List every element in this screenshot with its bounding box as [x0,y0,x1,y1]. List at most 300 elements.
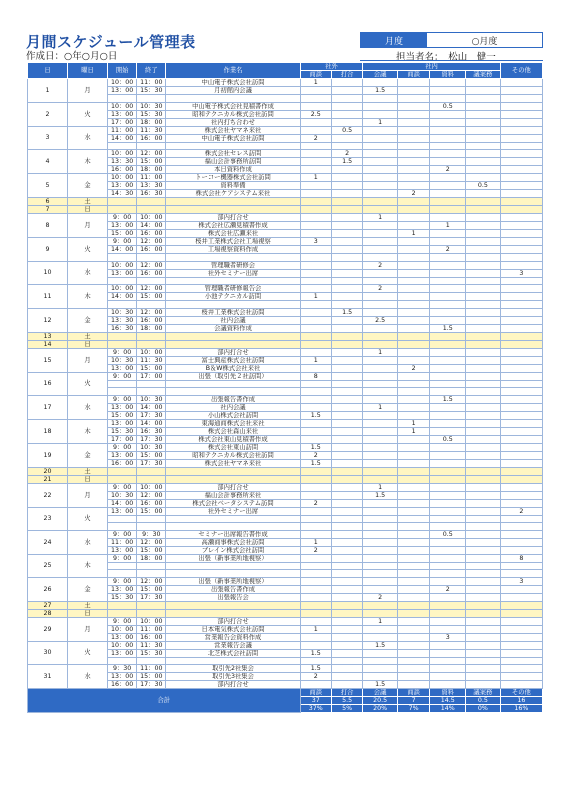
cell-outside-meeting[interactable] [300,214,331,222]
cell-inside-meeting[interactable] [397,380,429,388]
cell-inside-admin[interactable] [466,356,501,364]
cell-inside-conference[interactable] [363,174,398,182]
cell-inside-document[interactable] [430,214,466,222]
cell-other[interactable] [500,95,542,103]
cell-inside-conference[interactable] [363,324,398,332]
cell-outside-consult[interactable] [331,246,362,254]
cell-inside-document[interactable] [430,158,466,166]
cell-end-time[interactable]: 12：00 [137,285,166,293]
cell-outside-consult[interactable] [331,110,362,118]
cell-inside-document[interactable] [430,451,466,459]
cell-inside-meeting[interactable] [397,467,429,475]
cell-start-time[interactable]: 9：00 [108,617,137,625]
cell-inside-meeting[interactable] [397,403,429,411]
cell-end-time[interactable] [137,206,166,214]
cell-inside-document[interactable] [430,467,466,475]
cell-outside-consult[interactable] [331,593,362,601]
cell-end-time[interactable] [137,570,166,578]
cell-inside-conference[interactable] [363,230,398,238]
cell-outside-consult[interactable] [331,665,362,673]
cell-end-time[interactable]: 11：00 [137,174,166,182]
cell-outside-consult[interactable] [331,380,362,388]
cell-inside-conference[interactable] [363,657,398,665]
cell-other[interactable] [500,475,542,483]
cell-inside-conference[interactable] [363,158,398,166]
cell-inside-admin[interactable] [466,372,501,380]
cell-outside-meeting[interactable] [300,570,331,578]
cell-inside-document[interactable] [430,673,466,681]
cell-inside-document[interactable] [430,206,466,214]
cell-outside-consult[interactable] [331,451,362,459]
cell-inside-meeting[interactable] [397,238,429,246]
cell-start-time[interactable]: 15：00 [108,230,137,238]
cell-inside-meeting[interactable] [397,507,429,515]
cell-outside-consult[interactable] [331,174,362,182]
cell-other[interactable]: 2 [500,507,542,515]
cell-task-name[interactable] [166,475,300,483]
cell-start-time[interactable]: 14：00 [108,499,137,507]
cell-end-time[interactable] [137,254,166,262]
cell-inside-admin[interactable] [466,222,501,230]
cell-outside-consult[interactable] [331,467,362,475]
cell-task-name[interactable] [166,142,300,150]
cell-inside-admin[interactable] [466,427,501,435]
cell-outside-meeting[interactable] [300,419,331,427]
cell-outside-meeting[interactable]: 3 [300,238,331,246]
cell-task-name[interactable] [166,206,300,214]
cell-inside-meeting[interactable] [397,182,429,190]
cell-outside-meeting[interactable] [300,301,331,309]
cell-start-time[interactable]: 10：00 [108,641,137,649]
cell-task-name[interactable] [166,609,300,617]
cell-end-time[interactable]: 16：00 [137,499,166,507]
cell-outside-meeting[interactable] [300,182,331,190]
cell-inside-document[interactable] [430,277,466,285]
cell-outside-consult[interactable] [331,261,362,269]
cell-outside-meeting[interactable]: 1 [300,79,331,87]
cell-end-time[interactable] [137,301,166,309]
cell-start-time[interactable]: 14：00 [108,134,137,142]
cell-task-name[interactable]: 株式会社ケアシステム来社 [166,190,300,198]
cell-inside-admin[interactable] [466,562,501,570]
cell-outside-meeting[interactable] [300,467,331,475]
cell-outside-meeting[interactable] [300,95,331,103]
cell-other[interactable] [500,166,542,174]
cell-outside-meeting[interactable] [300,395,331,403]
cell-other[interactable] [500,230,542,238]
cell-inside-document[interactable] [430,134,466,142]
cell-inside-meeting[interactable] [397,459,429,467]
cell-start-time[interactable] [108,254,137,262]
cell-start-time[interactable] [108,467,137,475]
cell-inside-conference[interactable]: 1 [363,403,398,411]
cell-other[interactable] [500,142,542,150]
cell-end-time[interactable]: 16：00 [137,134,166,142]
cell-inside-conference[interactable] [363,246,398,254]
cell-inside-document[interactable] [430,308,466,316]
cell-task-name[interactable]: 本日資料作成 [166,166,300,174]
cell-inside-conference[interactable] [363,388,398,396]
cell-outside-consult[interactable] [331,388,362,396]
cell-inside-conference[interactable] [363,238,398,246]
cell-end-time[interactable]: 17：00 [137,372,166,380]
cell-inside-document[interactable] [430,419,466,427]
cell-start-time[interactable] [108,562,137,570]
cell-inside-document[interactable] [430,142,466,150]
cell-inside-conference[interactable]: 1.5 [363,641,398,649]
cell-inside-meeting[interactable] [397,356,429,364]
cell-inside-admin[interactable] [466,206,501,214]
cell-start-time[interactable]: 16：00 [108,681,137,689]
cell-end-time[interactable]: 17：30 [137,459,166,467]
cell-other[interactable] [500,515,542,523]
cell-end-time[interactable]: 18：00 [137,554,166,562]
cell-inside-conference[interactable] [363,601,398,609]
cell-end-time[interactable]: 16：00 [137,316,166,324]
cell-inside-document[interactable] [430,609,466,617]
cell-inside-document[interactable] [430,301,466,309]
cell-inside-admin[interactable] [466,254,501,262]
cell-outside-meeting[interactable] [300,261,331,269]
cell-other[interactable] [500,238,542,246]
cell-task-name[interactable]: 社内会議 [166,403,300,411]
cell-start-time[interactable] [108,657,137,665]
cell-end-time[interactable] [137,340,166,348]
cell-outside-meeting[interactable]: 1 [300,538,331,546]
cell-inside-admin[interactable] [466,126,501,134]
cell-outside-consult[interactable] [331,515,362,523]
cell-inside-admin[interactable] [466,459,501,467]
cell-inside-admin[interactable] [466,491,501,499]
cell-outside-meeting[interactable] [300,403,331,411]
cell-task-name[interactable]: 富士興産株式会社訪問 [166,356,300,364]
cell-outside-meeting[interactable] [300,340,331,348]
cell-inside-admin[interactable]: 0.5 [466,182,501,190]
cell-end-time[interactable]: 15：00 [137,507,166,515]
cell-task-name[interactable]: 中山電子株式会社訪問 [166,79,300,87]
cell-inside-conference[interactable] [363,269,398,277]
cell-other[interactable] [500,673,542,681]
cell-inside-meeting[interactable] [397,554,429,562]
cell-inside-meeting[interactable] [397,150,429,158]
cell-inside-meeting[interactable] [397,411,429,419]
cell-outside-consult[interactable]: 0.5 [331,126,362,134]
cell-outside-consult[interactable] [331,293,362,301]
cell-inside-document[interactable] [430,364,466,372]
cell-start-time[interactable]: 9：00 [108,238,137,246]
cell-inside-meeting[interactable]: 2 [397,190,429,198]
cell-outside-consult[interactable] [331,301,362,309]
cell-task-name[interactable]: 桜井工業株式会社工場視察 [166,238,300,246]
cell-end-time[interactable] [137,142,166,150]
cell-task-name[interactable] [166,570,300,578]
cell-other[interactable] [500,206,542,214]
cell-inside-admin[interactable] [466,657,501,665]
cell-start-time[interactable]: 10：00 [108,261,137,269]
cell-inside-meeting[interactable] [397,87,429,95]
cell-outside-consult[interactable] [331,254,362,262]
cell-outside-meeting[interactable] [300,166,331,174]
cell-inside-document[interactable] [430,269,466,277]
cell-inside-meeting[interactable] [397,95,429,103]
cell-other[interactable] [500,198,542,206]
cell-inside-admin[interactable] [466,79,501,87]
cell-inside-document[interactable]: 1.5 [430,395,466,403]
cell-inside-document[interactable] [430,554,466,562]
cell-inside-admin[interactable] [466,625,501,633]
cell-inside-conference[interactable] [363,293,398,301]
cell-other[interactable] [500,364,542,372]
cell-inside-admin[interactable] [466,150,501,158]
cell-inside-conference[interactable]: 1.5 [363,87,398,95]
cell-inside-meeting[interactable] [397,102,429,110]
cell-other[interactable] [500,657,542,665]
cell-end-time[interactable]: 16：00 [137,246,166,254]
cell-inside-meeting[interactable] [397,316,429,324]
cell-outside-meeting[interactable] [300,554,331,562]
cell-other[interactable] [500,134,542,142]
cell-inside-admin[interactable] [466,308,501,316]
cell-other[interactable] [500,546,542,554]
cell-inside-conference[interactable] [363,126,398,134]
cell-inside-admin[interactable] [466,332,501,340]
cell-inside-document[interactable] [430,356,466,364]
cell-inside-conference[interactable] [363,356,398,364]
cell-inside-document[interactable] [430,79,466,87]
cell-end-time[interactable] [137,388,166,396]
cell-inside-meeting[interactable]: 2 [397,364,429,372]
cell-other[interactable] [500,214,542,222]
cell-task-name[interactable]: 日本電気株式会社訪問 [166,625,300,633]
cell-end-time[interactable]: 18：00 [137,324,166,332]
cell-start-time[interactable] [108,142,137,150]
cell-end-time[interactable]: 12：00 [137,150,166,158]
cell-end-time[interactable]: 11：30 [137,126,166,134]
cell-outside-meeting[interactable] [300,609,331,617]
cell-inside-document[interactable] [430,150,466,158]
cell-task-name[interactable]: 株式会社セレス訪問 [166,150,300,158]
cell-end-time[interactable]: 17：30 [137,411,166,419]
cell-inside-document[interactable] [430,403,466,411]
cell-inside-meeting[interactable] [397,395,429,403]
cell-outside-consult[interactable] [331,577,362,585]
cell-inside-conference[interactable] [363,166,398,174]
cell-inside-admin[interactable] [466,554,501,562]
cell-task-name[interactable]: 株式会社森山来社 [166,427,300,435]
cell-other[interactable] [500,308,542,316]
cell-start-time[interactable]: 13：00 [108,507,137,515]
cell-outside-consult[interactable] [331,316,362,324]
cell-outside-meeting[interactable] [300,316,331,324]
cell-start-time[interactable] [108,515,137,523]
cell-outside-consult[interactable] [331,222,362,230]
cell-task-name[interactable]: 出張（新事業所地視察） [166,577,300,585]
cell-outside-meeting[interactable]: 1.5 [300,411,331,419]
cell-end-time[interactable]: 16：00 [137,230,166,238]
cell-task-name[interactable]: 株式会社広瀬来社 [166,230,300,238]
cell-end-time[interactable]: 10：00 [137,348,166,356]
cell-inside-admin[interactable] [466,435,501,443]
cell-other[interactable] [500,301,542,309]
cell-inside-admin[interactable] [466,475,501,483]
cell-other[interactable] [500,254,542,262]
cell-start-time[interactable]: 13：00 [108,222,137,230]
cell-task-name[interactable]: 出張（取引先２社訪問） [166,372,300,380]
cell-inside-conference[interactable] [363,546,398,554]
cell-inside-document[interactable] [430,95,466,103]
cell-end-time[interactable]: 18：00 [137,166,166,174]
cell-start-time[interactable] [108,332,137,340]
cell-end-time[interactable]: 15：30 [137,110,166,118]
cell-end-time[interactable] [137,562,166,570]
cell-inside-meeting[interactable] [397,324,429,332]
cell-task-name[interactable]: 昭和テクニカル株式会社訪問 [166,110,300,118]
cell-outside-meeting[interactable] [300,142,331,150]
cell-inside-document[interactable] [430,546,466,554]
cell-inside-conference[interactable] [363,372,398,380]
cell-end-time[interactable] [137,657,166,665]
cell-outside-consult[interactable] [331,182,362,190]
cell-inside-conference[interactable] [363,198,398,206]
cell-inside-admin[interactable] [466,499,501,507]
cell-task-name[interactable] [166,277,300,285]
cell-task-name[interactable] [166,198,300,206]
cell-inside-admin[interactable] [466,293,501,301]
cell-inside-document[interactable] [430,372,466,380]
cell-start-time[interactable] [108,198,137,206]
cell-end-time[interactable]: 18：00 [137,118,166,126]
cell-task-name[interactable]: 部内打合せ [166,483,300,491]
cell-inside-conference[interactable] [363,570,398,578]
cell-start-time[interactable] [108,570,137,578]
cell-start-time[interactable]: 9：00 [108,214,137,222]
cell-inside-admin[interactable] [466,134,501,142]
cell-inside-admin[interactable] [466,158,501,166]
cell-inside-document[interactable] [430,593,466,601]
cell-outside-consult[interactable] [331,324,362,332]
cell-inside-document[interactable] [430,499,466,507]
cell-end-time[interactable]: 10：30 [137,102,166,110]
cell-outside-meeting[interactable]: 1 [300,625,331,633]
cell-inside-meeting[interactable] [397,523,429,531]
cell-end-time[interactable]: 16：00 [137,269,166,277]
cell-outside-consult[interactable] [331,340,362,348]
cell-outside-consult[interactable] [331,435,362,443]
cell-other[interactable] [500,499,542,507]
cell-end-time[interactable]: 11：30 [137,641,166,649]
cell-other[interactable] [500,443,542,451]
cell-outside-meeting[interactable] [300,87,331,95]
cell-inside-document[interactable] [430,87,466,95]
cell-inside-conference[interactable] [363,609,398,617]
cell-inside-admin[interactable] [466,483,501,491]
cell-task-name[interactable]: B＆W株式会社来社 [166,364,300,372]
cell-inside-admin[interactable] [466,609,501,617]
cell-inside-admin[interactable] [466,285,501,293]
cell-other[interactable] [500,538,542,546]
cell-inside-document[interactable] [430,538,466,546]
cell-inside-conference[interactable]: 1 [363,118,398,126]
cell-end-time[interactable]: 16：30 [137,427,166,435]
cell-start-time[interactable]: 13：00 [108,633,137,641]
cell-end-time[interactable]: 11：30 [137,356,166,364]
cell-outside-consult[interactable] [331,475,362,483]
cell-outside-meeting[interactable] [300,332,331,340]
cell-end-time[interactable] [137,277,166,285]
cell-outside-consult[interactable] [331,633,362,641]
cell-outside-meeting[interactable] [300,380,331,388]
cell-other[interactable] [500,403,542,411]
cell-inside-conference[interactable]: 2.5 [363,316,398,324]
cell-inside-document[interactable] [430,617,466,625]
cell-other[interactable] [500,246,542,254]
cell-outside-meeting[interactable] [300,585,331,593]
cell-inside-meeting[interactable] [397,198,429,206]
cell-start-time[interactable]: 9：00 [108,372,137,380]
cell-start-time[interactable] [108,609,137,617]
cell-inside-conference[interactable]: 1 [363,214,398,222]
cell-outside-consult[interactable] [331,364,362,372]
cell-inside-conference[interactable] [363,134,398,142]
cell-other[interactable] [500,277,542,285]
cell-outside-meeting[interactable] [300,562,331,570]
cell-other[interactable] [500,451,542,459]
cell-start-time[interactable]: 13：00 [108,419,137,427]
cell-outside-meeting[interactable] [300,190,331,198]
cell-outside-meeting[interactable] [300,523,331,531]
cell-end-time[interactable] [137,95,166,103]
cell-outside-consult[interactable] [331,483,362,491]
cell-outside-consult[interactable] [331,285,362,293]
cell-inside-document[interactable] [430,174,466,182]
cell-inside-meeting[interactable] [397,546,429,554]
cell-outside-consult[interactable] [331,269,362,277]
cell-start-time[interactable]: 14：00 [108,293,137,301]
cell-inside-meeting[interactable] [397,617,429,625]
cell-outside-consult[interactable] [331,214,362,222]
cell-inside-admin[interactable] [466,198,501,206]
cell-inside-admin[interactable] [466,419,501,427]
cell-start-time[interactable]: 11：00 [108,126,137,134]
cell-end-time[interactable] [137,515,166,523]
cell-outside-consult[interactable] [331,206,362,214]
cell-inside-meeting[interactable] [397,673,429,681]
cell-task-name[interactable] [166,380,300,388]
cell-end-time[interactable]: 17：30 [137,435,166,443]
cell-other[interactable] [500,150,542,158]
cell-inside-conference[interactable] [363,395,398,403]
cell-start-time[interactable]: 13：00 [108,87,137,95]
cell-inside-meeting[interactable] [397,277,429,285]
cell-inside-admin[interactable] [466,601,501,609]
cell-inside-meeting[interactable] [397,285,429,293]
cell-outside-consult[interactable] [331,87,362,95]
cell-task-name[interactable]: 株式会社東山見積書作成 [166,435,300,443]
cell-task-name[interactable]: 営業報告会議 [166,641,300,649]
cell-inside-conference[interactable] [363,538,398,546]
cell-start-time[interactable]: 9：00 [108,348,137,356]
cell-outside-consult[interactable] [331,411,362,419]
cell-inside-conference[interactable] [363,142,398,150]
cell-end-time[interactable]: 14：00 [137,419,166,427]
cell-outside-meeting[interactable] [300,483,331,491]
cell-inside-admin[interactable] [466,166,501,174]
cell-outside-consult[interactable] [331,523,362,531]
cell-inside-admin[interactable] [466,348,501,356]
cell-inside-meeting[interactable] [397,134,429,142]
cell-other[interactable]: 3 [500,577,542,585]
cell-other[interactable] [500,585,542,593]
